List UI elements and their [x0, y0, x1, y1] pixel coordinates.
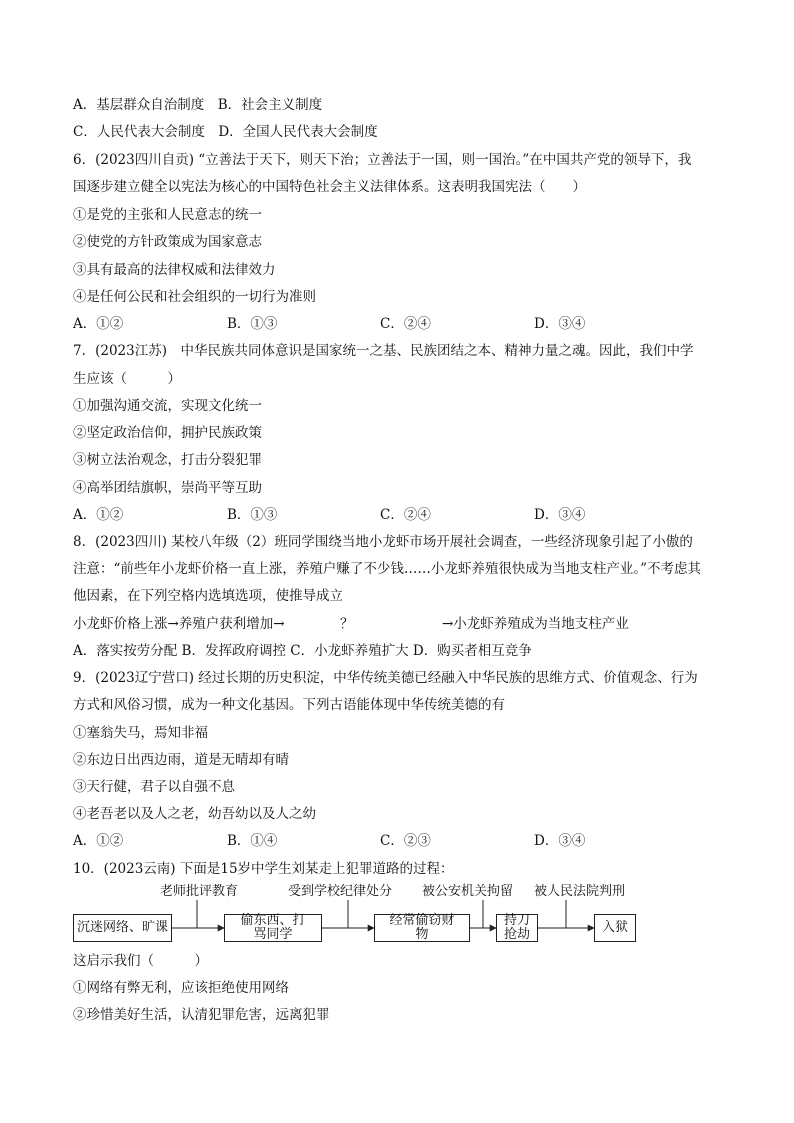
flow-box-1: 沉迷网络、旷课: [73, 914, 172, 942]
q8-stem-line-3: 他因素，在下列空格内选填选项，使推导成立: [73, 588, 343, 604]
q6-option-c: C．②④: [380, 316, 431, 332]
q8-chain-right: →小龙虾养殖成为当地支柱产业: [442, 616, 629, 632]
q7-option-a: A．①②: [73, 507, 124, 523]
q9-option-b: B．①④: [227, 833, 278, 849]
flow-label-1: 老师批评教育: [160, 884, 239, 899]
q7-stem-line-2: 生应该（ ）: [73, 371, 181, 387]
q8-stem-line-1: 8．(2023四川) 某校八年级（2）班同学围绕当地小龙虾市场开展社会调查，一些经济现象引起了小傲的: [73, 534, 693, 550]
q10-item-2: ②珍惜美好生活，认清犯罪危害，远离犯罪: [73, 1007, 330, 1023]
q9-option-d: D．③④: [534, 833, 586, 849]
q6-option-a: A．①②: [73, 316, 124, 332]
q5-options-line-2: C．人民代表大会制度 D．全国人民代表大会制度: [73, 124, 378, 140]
q6-item-2: ②使党的方针政策成为国家意志: [73, 234, 262, 250]
q8-stem-line-2: 注意：“前些年小龙虾价格一直上涨，养殖户赚了不少钱……小龙虾养殖很快成为当地支柱产业。”不考虑其: [73, 561, 702, 577]
q6-option-d: D．③④: [534, 316, 586, 332]
q7-option-b: B．①③: [227, 507, 278, 523]
q6-item-1: ①是党的主张和人民意志的统一: [73, 207, 262, 223]
q8-options: A．落实按劳分配 B．发挥政府调控 C．小龙虾养殖扩大 D．购买者相互竞争: [73, 643, 532, 659]
q8-chain-blank: ？: [340, 616, 354, 632]
q7-item-4: ④高举团结旗帜，崇尚平等互助: [73, 480, 262, 496]
q9-stem-line-2: 方式和风俗习惯，成为一种文化基因。下列古语能体现中华传统美德的有: [73, 697, 505, 713]
q9-option-c: C．②③: [380, 833, 431, 849]
q7-option-d: D．③④: [534, 507, 586, 523]
q9-item-1: ①塞翁失马，焉知非福: [73, 725, 208, 741]
q7-option-c: C．②④: [380, 507, 431, 523]
q7-item-2: ②坚定政治信仰，拥护民族政策: [73, 425, 262, 441]
flow-label-2: 受到学校纪律处分: [288, 884, 393, 899]
q7-stem-line-1: 7．(2023江苏) 中华民族共同体意识是国家统一之基、民族团结之本、精神力量之魂。因此，我们中学: [73, 343, 694, 359]
q9-item-2: ②东边日出西边雨，道是无晴却有晴: [73, 752, 289, 768]
flow-box-2: 偷东西、打骂同学: [224, 914, 322, 942]
q9-item-4: ④老吾老以及人之老，幼吾幼以及人之幼: [73, 806, 316, 822]
flow-label-4: 被人民法院判刑: [534, 884, 626, 899]
q9-item-3: ③天行健，君子以自强不息: [73, 779, 235, 795]
q7-item-1: ①加强沟通交流，实现文化统一: [73, 398, 262, 414]
q6-item-3: ③具有最高的法律权威和法律效力: [73, 262, 276, 278]
q6-item-4: ④是任何公民和社会组织的一切行为准则: [73, 289, 316, 305]
flow-box-4: 持刀抢劫: [496, 914, 538, 942]
q6-option-b: B．①③: [227, 316, 278, 332]
q10-stem-line-1: 10．(2023云南) 下面是15岁中学生刘某走上犯罪道路的过程：: [73, 861, 454, 877]
q5-options-line-1: A．基层群众自治制度 B．社会主义制度: [73, 97, 323, 113]
q10-stem-line-2: 这启示我们（ ）: [73, 953, 208, 969]
q8-chain-left: 小龙虾价格上涨→养殖户获利增加→: [73, 616, 285, 632]
q10-item-1: ①网络有弊无利，应该拒绝使用网络: [73, 980, 289, 996]
q6-stem-line-2: 国逐步建立健全以宪法为核心的中国特色社会主义法律体系。这表明我国宪法（ ）: [73, 179, 586, 195]
q6-stem-line-1: 6．(2023四川自贡) “立善法于天下，则天下治；立善法于一国，则一国治。”在中国共产党的领导下，我: [73, 152, 692, 168]
q9-stem-line-1: 9．(2023辽宁营口) 经过长期的历史积淀，中华传统美德已经融入中华民族的思维方式、价值观念、行为: [73, 670, 698, 686]
flow-label-3: 被公安机关拘留: [422, 884, 514, 899]
flow-box-3: 经常偷窃财物: [374, 914, 470, 942]
q7-item-3: ③树立法治观念，打击分裂犯罪: [73, 452, 262, 468]
q9-option-a: A．①②: [73, 833, 124, 849]
flow-box-5: 入狱: [594, 914, 636, 942]
